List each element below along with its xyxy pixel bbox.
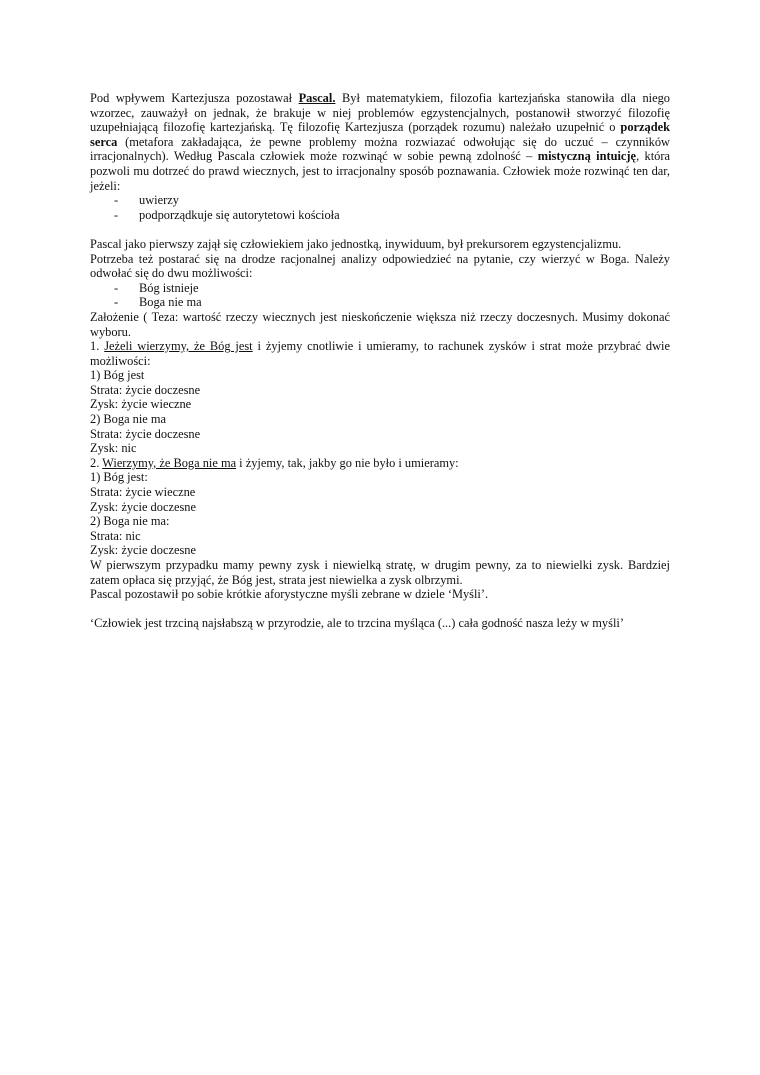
mystic-intuition-term: mistyczną intuicję bbox=[537, 149, 637, 164]
case-line: Zysk: życie doczesne bbox=[90, 499, 196, 514]
case-2-text: i żyjemy, tak, jakby go nie było i umieramy: bbox=[236, 455, 459, 470]
list-item: - uwierzy bbox=[90, 193, 670, 208]
case-line: 2) Boga nie ma bbox=[90, 412, 167, 427]
blank-line bbox=[90, 602, 670, 617]
rational-analysis-paragraph: Potrzeba też postarać się na drodze racjonalnej analizy odpowiedzieć na pytanie, czy wierzyć w Boga. Należy odwołać się do dwu możliwości: bbox=[90, 251, 670, 281]
intro-paragraph bbox=[90, 91, 670, 193]
case-1-premise: Jeżeli wierzymy, że Bóg jest bbox=[104, 339, 253, 354]
case-2-premise: Wierzymy, że Boga nie ma bbox=[102, 455, 237, 470]
pascal-name: Pascal. bbox=[298, 91, 336, 105]
case-2-number: 2. bbox=[90, 455, 103, 470]
existentialism-paragraph: Pascal jako pierwszy zajął się człowiekiem jako jednostką, inywiduum, był prekursorem egzystencjalizmu. bbox=[90, 236, 622, 251]
case-line: 1) Bóg jest: bbox=[90, 470, 148, 485]
thoughts-paragraph: Pascal pozostawił po sobie krótkie aforystyczne myśli zebrane w dziele ‘Myśli’. bbox=[90, 587, 489, 602]
conditions-list bbox=[90, 193, 670, 222]
list-item: - Bóg istnieje bbox=[90, 281, 670, 296]
case-line: Strata: życie wieczne bbox=[90, 485, 196, 500]
intro-text-4: , która pozwoli mu dotrzeć do prawd wiecznych, jest to irracjonalny sposób poznawania. Człowiek może rozwinąć ten dar, jeżeli: bbox=[90, 149, 670, 193]
case-line: Zysk: nic bbox=[90, 441, 137, 456]
case-line: Strata: nic bbox=[90, 528, 141, 543]
case-line: Strata: życie doczesne bbox=[90, 426, 201, 441]
case-line: Strata: życie doczesne bbox=[90, 382, 201, 397]
heart-order-term: porządek serca bbox=[90, 120, 670, 149]
possibilities-list bbox=[90, 281, 670, 310]
intro-text-2: Był matematykiem, filozofia kartezjańska stanowiła dla niego wzorzec, zauważył on jednak, że brakuje w niej problemów egzystencjalnych, postanowił stworzyć filozofię uzupełniającą filozofię kartezjańską. Tę filozofię Kartezjusza (porządek rozumu) należało uzupełnić o bbox=[90, 91, 670, 135]
case-line: 1) Bóg jest bbox=[90, 368, 145, 383]
case-1-text: i żyjemy cnotliwie i umieramy, to rachunek zysków i strat może przybrać dwie możliwości: bbox=[90, 339, 671, 368]
case-1-heading bbox=[90, 339, 670, 368]
case-1-number: 1. bbox=[90, 339, 105, 354]
case-2-heading bbox=[90, 456, 670, 471]
case-line: Zysk: życie doczesne bbox=[90, 543, 196, 558]
case-line: 2) Boga nie ma: bbox=[90, 514, 170, 529]
case-line: Zysk: życie wieczne bbox=[90, 397, 192, 412]
document-body bbox=[90, 91, 670, 631]
intro-text-1: Pod wpływem Kartezjusza pozostawał bbox=[90, 91, 299, 105]
intro-text-3: (metafora zakładająca, że pewne problemy można rozwiazać odwołując się do uczuć – czynników irracjonalnych). Według Pascala człowiek może rozwinąć w sobie pewną zdolność – bbox=[90, 134, 670, 164]
list-item: - podporządkuje się autorytetowi kościoła bbox=[90, 208, 670, 223]
blank-line bbox=[90, 222, 670, 237]
conclusion-paragraph: W pierwszym przypadku mamy pewny zysk i niewielką stratę, w drugim pewny, za to niewielki zysk. Bardziej zatem opłaca się przyjąć, że Bóg jest, strata jest niewielka a zysk olbrzymi. bbox=[90, 558, 670, 587]
assumption-paragraph: Założenie ( Teza: wartość rzeczy wiecznych jest nieskończenie większa niż rzeczy doczesnych. Musimy dokonać wyboru. bbox=[90, 309, 670, 339]
list-item: - Boga nie ma bbox=[90, 295, 670, 310]
quote-paragraph: ‘Człowiek jest trzciną najsłabszą w przyrodzie, ale to trzcina myśląca (...) cała godność nasza leży w myśli’ bbox=[90, 616, 624, 631]
